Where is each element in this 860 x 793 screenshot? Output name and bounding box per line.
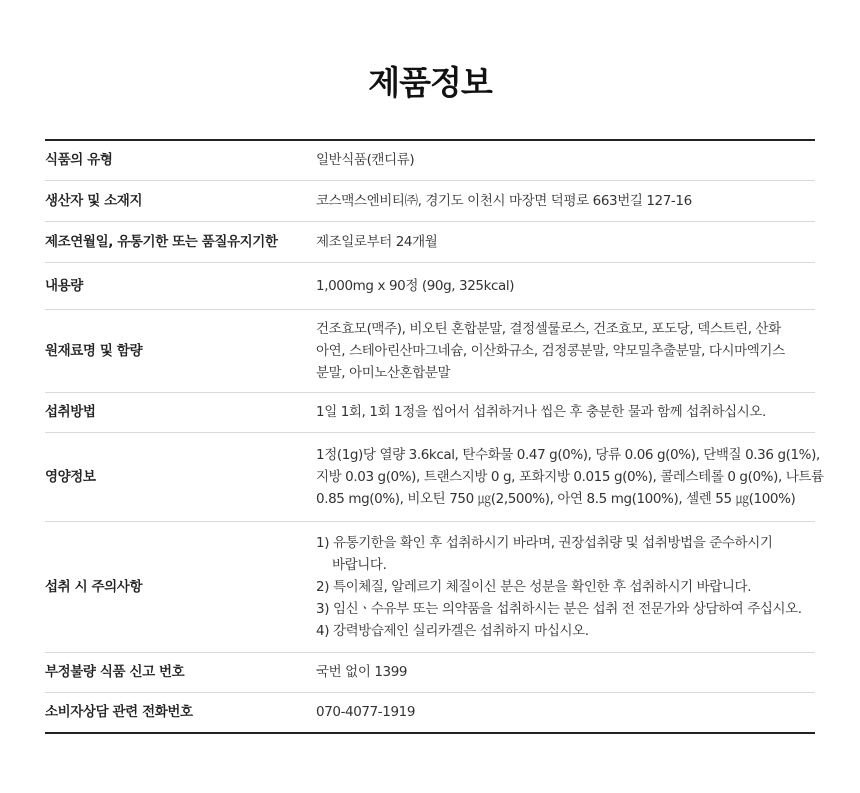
value-line: 070-4077-1919 xyxy=(316,704,416,721)
value-line: 1,000mg x 90정 (90g, 325kcal) xyxy=(316,277,515,294)
row-label: 생산자 및 소재지 xyxy=(45,180,316,221)
table-row xyxy=(45,692,815,733)
value-line: 분말, 아미노산혼합분말 xyxy=(316,364,451,381)
value-line: 바랍니다. xyxy=(332,556,387,573)
table-row xyxy=(45,309,815,392)
row-value xyxy=(316,309,815,392)
value-line: 0.85 mg(0%), 비오틴 750 ㎍(2,500%), 아연 8.5 mg(100%), 셀렌 55 ㎍(100%) xyxy=(316,490,796,507)
row-value xyxy=(316,262,815,309)
value-line: 2) 특이체질, 알레르기 체질이신 분은 성분을 확인한 후 섭취하시기 바랍니다. xyxy=(316,578,752,595)
table-row xyxy=(45,140,815,180)
value-line: 지방 0.03 g(0%), 트랜스지방 0 g, 포화지방 0.015 g(0%), 콜레스테롤 0 g(0%), 나트륨 xyxy=(316,468,824,485)
row-value xyxy=(316,521,815,652)
row-label: 부정불량 식품 신고 번호 xyxy=(45,652,316,692)
page-title: 제품정보 xyxy=(368,63,492,102)
table-row xyxy=(45,262,815,309)
row-label: 제조연월일, 유통기한 또는 품질유지기한 xyxy=(45,221,316,262)
row-value xyxy=(316,180,815,221)
value-line: 3) 임신ㆍ수유부 또는 의약품을 섭취하시는 분은 섭취 전 전문가와 상담하여 주십시오. xyxy=(316,600,802,617)
row-value xyxy=(316,140,815,180)
table-row xyxy=(45,432,815,521)
table-row xyxy=(45,180,815,221)
row-value xyxy=(316,221,815,262)
value-line: 일반식품(캔디류) xyxy=(316,152,415,169)
value-line: 1일 1회, 1회 1정을 씹어서 섭취하거나 씹은 후 충분한 물과 함께 섭취하십시오. xyxy=(316,404,766,420)
value-line: 1정(1g)당 열량 3.6kcal, 탄수화물 0.47 g(0%), 당류 0.06 g(0%), 단백질 0.36 g(1%), xyxy=(316,446,820,463)
table-row xyxy=(45,652,815,692)
value-line: 건조효모(맥주), 비오틴 혼합분말, 결정셀룰로스, 건조효모, 포도당, 덱스트린, 산화 xyxy=(316,320,781,337)
row-label: 영양정보 xyxy=(45,432,316,521)
row-label: 소비자상담 관련 전화번호 xyxy=(45,704,193,721)
table-row xyxy=(45,392,815,432)
value-line: 국번 없이 1399 xyxy=(316,664,408,680)
row-label: 식품의 유형 xyxy=(45,140,316,180)
row-value xyxy=(316,432,824,521)
table-row xyxy=(45,521,815,652)
row-value xyxy=(316,392,815,432)
row-label: 원재료명 및 함량 xyxy=(45,309,316,392)
row-value xyxy=(316,652,815,692)
value-line: 1) 유통기한을 확인 후 섭취하시기 바라며, 권장섭취량 및 섭취방법을 준수하시기 xyxy=(316,534,773,551)
value-line: 제조일로부터 24개월 xyxy=(316,233,438,250)
row-label: 내용량 xyxy=(45,262,316,309)
value-line: 코스맥스엔비티㈜, 경기도 이천시 마장면 덕평로 663번길 127-16 xyxy=(316,192,692,209)
table-row xyxy=(45,221,815,262)
row-label: 섭취방법 xyxy=(45,392,316,432)
product-info-table xyxy=(45,139,824,734)
value-line: 4) 강력방습제인 실리카겔은 섭취하지 마십시오. xyxy=(316,622,589,639)
value-line: 아연, 스테아린산마그네슘, 이산화규소, 검정콩분말, 약모밀추출분말, 다시마엑기스 xyxy=(316,342,785,359)
row-label: 섭취 시 주의사항 xyxy=(45,521,316,652)
row-value xyxy=(316,692,815,733)
